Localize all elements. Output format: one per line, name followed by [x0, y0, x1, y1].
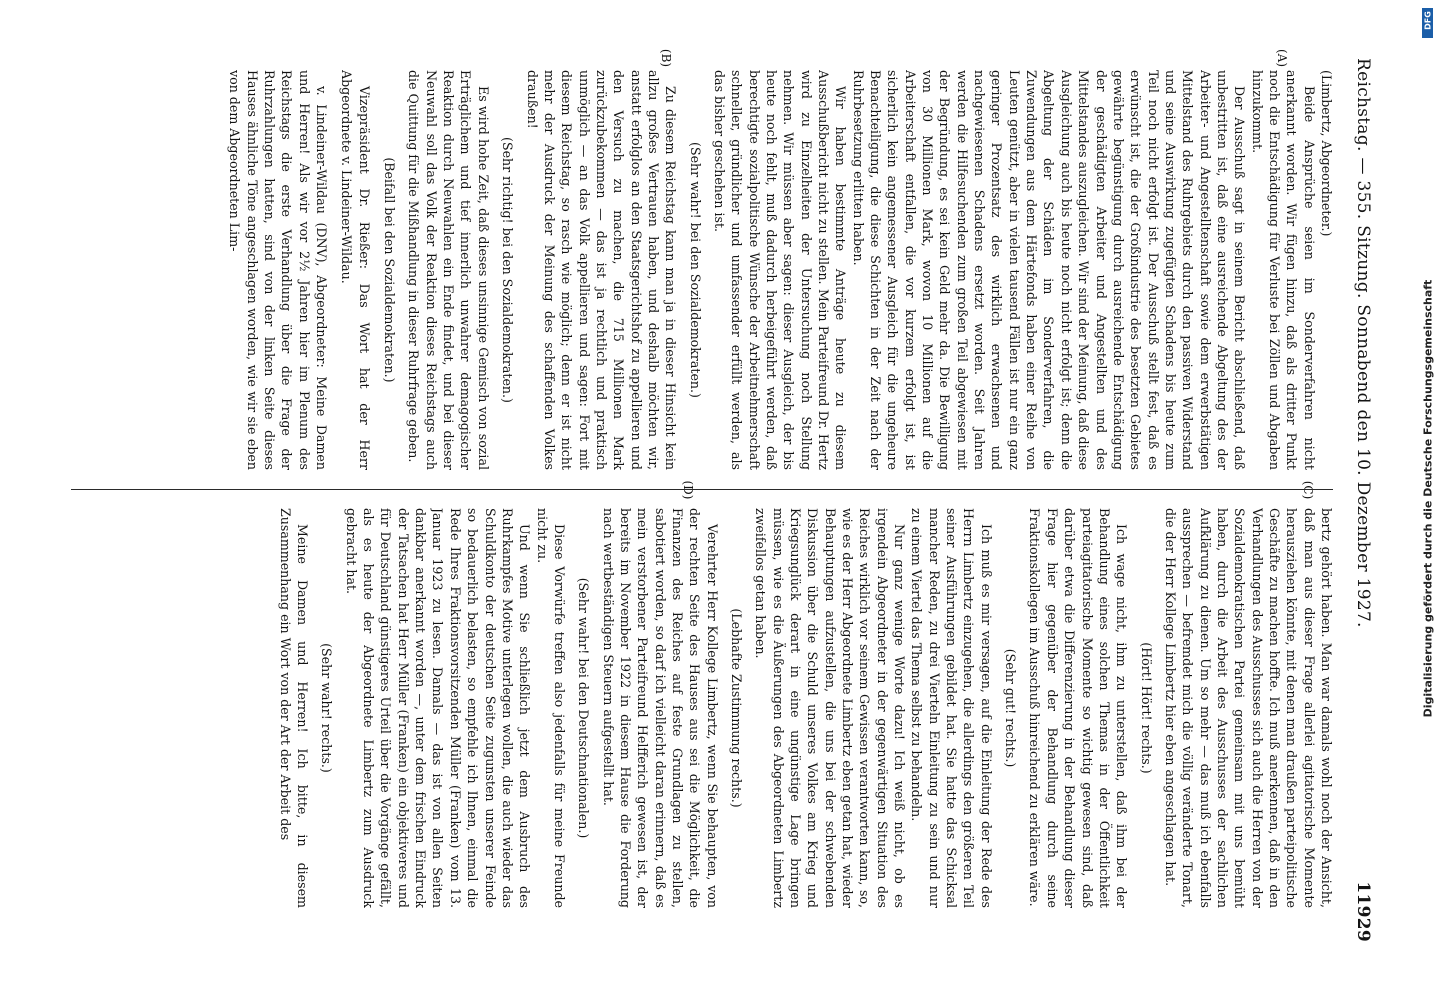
- interjection: (Hört! Hört! rechts.): [1138, 642, 1154, 774]
- paragraph: Es wird hohe Zeit, daß dieses unsinnige Gemisch von sozial Erträglichem und tief innerlich unwahrer demagogischer Reaktion durch Neuwahlen ein Ende findet, und bei dieser Neuwahl soll das Volk der Reaktion dieses Reichstags auch die Quittung für die Mißhandlung in dieser Ruhrfrage geben.: [406, 70, 491, 470]
- interjection: (Lebhafte Zustimmung rechts.): [729, 608, 744, 808]
- paragraph: Zu diesem Reichstag kann man ja in dieser Hinsicht kein allzu großes Vertrauen haben, und deshalb möchten wir, anstatt erfolglos an den Staatsgerichtshof zu appellieren und den Versuch zu machen, die 715 Millionen Mark zurückzubekommen — das ist ja rechtlich und praktisch unmöglich — an das Volk appellieren und sagen: Fort mit diesem Reichstag, so rasch wie möglich; denn er ist nicht mehr der Ausdruck der Meinung des schaffenden Volkes draußen!: [524, 70, 679, 470]
- left-text-column: [65, 70, 1335, 470]
- margin-mark-a: (A): [1275, 48, 1289, 68]
- paragraph: Wir haben bestimmte Anträge heute zu diesem Ausschußbericht nicht zu stellen. Mein Parteifreund Dr. Hertz wird zu Einzelheiten der Untersuchung noch Stellung nehmen. Wir müssen aber sagen: dieser Ausgleich, der bis heute noch fehlt, muß dadurch herbeigeführt werden, daß berechtigte sozialpolitische Wünsche der Arbeitnehmerschaft schneller, gründlicher und umfassender erfüllt werden, als das bisher geschehen ist.: [711, 70, 849, 470]
- paragraph: Und wenn Sie schließlich jetzt dem Ausbruch des Ruhrkampfes Motive unterlegen wollen, die auch wieder das Schuldkonto der deutschen Seite zugunsten unserer Feinde so bedauerlich belasten, so empfehle ich Ihnen, einmal die Rede Ihres Fraktionsvorsitzenden Müller (Franken) vom 13. Januar 1923 zu lesen. Damals — das ist von allen Seiten dankbar anerkannt worden —, unter dem frischen Eindruck der Tatsachen hat Herr Müller (Franken) ein objektiveres und für Deutschland günstigeres Urteil über die Vorgänge gefällt, als es heute der Abgeordnete Limbertz zum Ausdruck gebracht hat.: [343, 508, 533, 908]
- margin-mark-c: [1301, 478, 1315, 502]
- digitization-credit-text: Digitalisierung gefördert durch die Deutsche Forschungsgemeinschaft: [1421, 279, 1434, 718]
- interjection: (Sehr wahr! bei den Deutschnationalen.): [576, 577, 592, 839]
- digitization-credit: [1422, 6, 1434, 994]
- paragraph: Meine Damen und Herren! Ich bitte, in diesem Zusammenhang ein Wort von der Art der Arbeit des: [277, 508, 311, 908]
- column-divider: [71, 489, 1333, 490]
- interjection: (Sehr wahr! bei den Sozialdemokraten.): [687, 142, 703, 398]
- page-number: 11929: [1353, 881, 1373, 942]
- margin-mark-b: (B): [659, 48, 673, 68]
- paragraph: Ich muß es mir versagen, auf die Einleitung der Rede des Herrn Limbertz einzugehen, die allerdings den größeren Teil seiner Ausführungen gebildet hat. Sie hatte das Schicksal mancher Reden, zu drei Vierteln Einleitung zu sein und nur zu einem Viertel das Thema selbst zu behandeln.: [909, 508, 994, 908]
- paragraph: Beide Ansprüche seien im Sonderverfahren nicht anerkannt worden. Wir fügen hinzu, daß als dritter Punkt noch die Entschädigung für Verluste bei Zöllen und Abgaben hinzukommt.: [1249, 70, 1317, 470]
- page-header: [1345, 58, 1377, 942]
- speaker-continuation-label: (Limbertz, Abgeordneter.): [1319, 70, 1334, 237]
- interjection: (Sehr richtig! bei den Sozialdemokraten.): [500, 137, 516, 403]
- paragraph: Nur ganz wenige Worte dazu! Ich weiß nicht, ob es irgendein Abgeordneter in der gegenwärtigen Situation des Reiches wirklich vor seinem Gewissen verantworten kann, so, wie es der Herr Abgeordnete Limbertz eben getan hat, wieder Behauptungen aufzustellen, die uns bei der schwebenden Diskussion über die Schuld unseres Volkes am Krieg und Kriegsunglück derart in eine ungünstige Lage bringen müssen, wie es die Äußerungen des Abgeordneten Limbertz zweifellos getan haben.: [753, 508, 908, 908]
- paragraph: Ich wage nicht, ihm zu unterstellen, daß ihm bei der Behandlung eines solchen Themas in der Öffentlichkeit parteiagitatorische Momente so wichtig gewesen sind, daß darüber etwa die Differenzierung in der Behandlung dieser Frage hier gegenüber der Behandlung durch seine Fraktionskollegen im Ausschuß hinreichend zu erklären wäre.: [1027, 508, 1130, 908]
- presiding-officer-statement: Vizepräsident Dr. Rießer: Das Wort hat der Herr Abgeordnete v. Lindeiner-Wildau.: [339, 70, 372, 470]
- interjection: (Sehr wahr! rechts.): [319, 643, 335, 773]
- speaker-paragraph: v. Lindeiner-Wildau (DNV), Abgeordneter: Meine Damen und Herren! Als wir vor 2½ Jahren hier im Plenum des Reichstags die erste Verhandlung über die Frage der Ruhrzahlungen hatten, sind von der linken Seite dieses Hauses ähnliche Töne angeschlagen worden, wie wir sie eben von dem Abgeordneten Lim-: [227, 70, 330, 470]
- margin-mark-d: [681, 478, 695, 502]
- paragraph: Verehrter Herr Kollege Limbertz, wenn Sie behaupten, von der rechten Seite des Hauses aus sei die Möglichkeit, die Finanzen des Reiches auf feste Grundlagen zu stellen, sabotiert worden, so darf ich vielleicht daran erinnern, daß es mein verstorbener Parteifreund Helfferich gewesen ist, der bereits im November 1922 in diesem Hause die Forderung nach wertbeständigen Steuern aufgestellt hat.: [600, 508, 720, 908]
- interjection: (Beifall bei den Sozialdemokraten.): [382, 157, 398, 383]
- paragraph: Diese Vorwürfe treffen also jedenfalls für meine Freunde nicht zu.: [534, 508, 567, 908]
- scanned-page: [49, 40, 1385, 960]
- interjection: (Sehr gut! rechts.): [1003, 648, 1019, 768]
- right-text-column: [65, 508, 1335, 908]
- page-header-title: Reichstag. — 355. Sitzung. Sonnabend den 10. Dezember 1927.: [1353, 58, 1373, 628]
- paragraph: bertz gehört haben. Man war damals wohl noch der Ansicht, daß man aus dieser Frage allerlei agitatorische Momente herausziehen könnte, mit denen man draußen parteipolitische Geschäfte zu machen hoffte. Ich muß anerkennen, daß in den Verhandlungen des Ausschusses sich auch die Herren von der Sozialdemokratischen Partei gemeinsam mit uns bemüht haben, durch die Arbeit des Ausschusses der sachlichen Aufklärung zu dienen. Um so mehr — das muß ich ebenfalls aussprechen — befremdet mich die völlig veränderte Tonart, die der Herr Kollege Limbertz hier eben angeschlagen hat.: [1162, 508, 1334, 908]
- dfg-logo-text: DFG: [1423, 11, 1432, 30]
- paragraph: Der Ausschuß sagt in seinem Bericht abschließend, daß unbestritten ist, daß eine ausreichende Abgeltung des der Arbeiter- und Angestelltenschaft sowie dem erwerbstätigen Mittelstand des Ruhrgebiets durch den passiven Widerstand und seine Auswirkung zugefügten Schadens bis heute zum Teil noch nicht erfolgt ist. Der Ausschuß stellt fest, daß es erwünscht ist, die der Großindustrie des besetzten Gebietes gewährte begünstigung durch ausreichende Entschädigung der geschädigten Arbeiter und Angestellten und des Mittelstandes auszugleichen. Wir sind der Meinung, daß diese Ausgleichung auch bis heute noch nicht erfolgt ist; denn die Abgeltung der Schäden im Sonderverfahren, die Zuwendungen aus dem Härtefonds haben einer Reihe von Leuten genützt, aber in vielen tausend Fällen ist nur ein ganz geringer Prozentsatz des wirklich erwachsenen und nachgewiesenen Schadens ersetzt worden. Seit Jahren werden die Hilfesuchenden zum großen Teil abgewiesen mit der Begründung, es sei kein Geld mehr da. Die Bewilligung von 30 Millionen Mark, wovon 10 Millionen auf die Arbeiterschaft entfallen, die vor kurzem erfolgt ist, ist sicherlich kein angemessener Ausgleich für die ungeheure Benachteiligung, die diese Schichten in der Zeit nach der Ruhrbesetzung erlitten haben.: [850, 70, 1248, 470]
